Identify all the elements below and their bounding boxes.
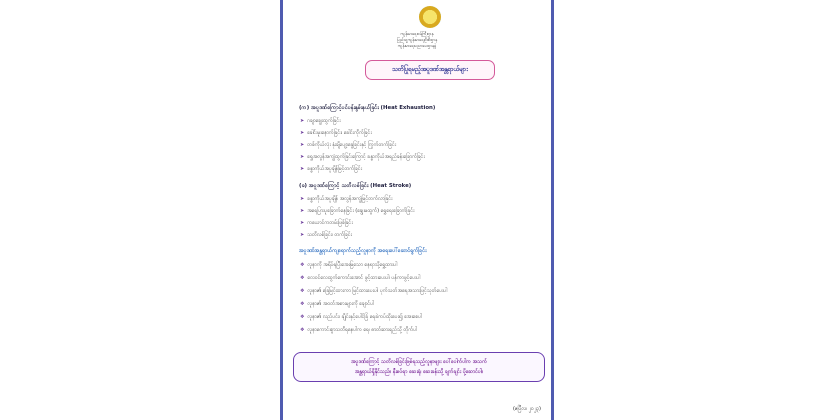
advice-item: ❖ လူနာ၏ အဝတ်အစားများကို ချောင်ပါ bbox=[300, 301, 374, 307]
diamond-bullet-icon: ❖ bbox=[300, 301, 305, 307]
arrow-bullet-icon: ➤ bbox=[300, 154, 305, 160]
urgent-notice-box bbox=[293, 352, 545, 382]
diamond-bullet-icon: ❖ bbox=[300, 314, 305, 320]
advice-item: ❖ လူနာ၏ လည်ပင်း၊ ချိုင်းနှင့်ပေါင်ခြံ ရေခဲကပ်ထိုးပေး၍ အေးစေပါ bbox=[300, 314, 422, 320]
arrow-bullet-icon: ➤ bbox=[300, 208, 305, 214]
arrow-bullet-icon: ➤ bbox=[300, 118, 305, 124]
section-a-item: ➤ ရွှေအလွန်အကျွံထွက်ခြင်းကြောင့် ခန္ဓာကိုယ်အရည်ခန်းခြောက်ခြင်း bbox=[300, 154, 425, 160]
ministry-seal-icon bbox=[419, 6, 441, 28]
diamond-bullet-icon: ❖ bbox=[300, 288, 305, 294]
urgent-notice-line-1: အပူဒဏ်ကြောင့် သတိလစ်ခြင်းဖြစ်ရသည့်လူနာများ ပေါ်ပေါက်ပါက အသက် bbox=[350, 359, 487, 365]
section-b-item: ➤ ကယောင်ကတမ်းဖြစ်ခြင်း bbox=[300, 220, 353, 226]
publication-date: (ဧပြီလ၊ ၂၀၂၃) bbox=[512, 406, 541, 412]
section-a-item: ➤ ခန္ဓာကိုယ်အပူချိန်မြင့်တက်ခြင်း bbox=[300, 166, 362, 172]
diamond-bullet-icon: ❖ bbox=[300, 327, 305, 333]
advice-item: ❖ လူနာကို အရိပ်ရပြီးအေးမြသော နေရာသို့ရွှေ့ထားပါ bbox=[300, 262, 398, 268]
arrow-bullet-icon: ➤ bbox=[300, 220, 305, 226]
arrow-bullet-icon: ➤ bbox=[300, 232, 305, 238]
diamond-bullet-icon: ❖ bbox=[300, 275, 305, 281]
advice-item: ❖ လူနာကောင်းစွာသတိရနေပါက ရေ၊ ဓာတ်ဆားရည်သို့ တိုက်ပါ bbox=[300, 327, 417, 333]
section-a-item: ➤ တစ်ကိုယ်လုံး နုံးချိပျော့ခွေခြင်းနှင့် ကြွက်တက်ခြင်း bbox=[300, 142, 397, 148]
diamond-bullet-icon: ❖ bbox=[300, 262, 305, 268]
section-b-heading: (ခ) အပူဒဏ်ကြောင့် သတိလစ်ခြင်း (Heat Stroke) bbox=[299, 183, 412, 189]
urgent-notice-line-2: အန္တရာယ်ရှိနိုင်သည်။ နီးစပ်ရာ ဆေးရုံ၊ ဆေးခန်းသို့ ချက်ချင်း ပို့ဆောင်ပါ။ bbox=[354, 369, 484, 375]
section-b-item: ➤ အရေပြားပူခြောက်နေခြင်း (ချွေးမထွက်) ရွှေရေးခြောက်ခြင်း bbox=[300, 208, 415, 214]
arrow-bullet-icon: ➤ bbox=[300, 142, 305, 148]
poster-title: သတိပြုရမည့်အပူဒဏ်အန္တရာယ်များ bbox=[365, 60, 495, 80]
arrow-bullet-icon: ➤ bbox=[300, 196, 305, 202]
section-a-item: ➤ ခေါင်းမူးနောက်ခြင်း၊ ခေါင်းကိုက်ခြင်း bbox=[300, 130, 372, 136]
org-line-2: ပြည်သူ့ကျန်းမာရေးဦးစီးဌာန bbox=[396, 37, 438, 42]
arrow-bullet-icon: ➤ bbox=[300, 130, 305, 136]
section-b-item: ➤ သတိလစ်ခြင်း၊ တက်ခြင်း bbox=[300, 232, 352, 238]
section-a-heading: (က) အပူဒဏ်ကြောင့်ပင်ပန်းနွမ်းနယ်ခြင်း (Heat Exhaustion) bbox=[299, 105, 436, 111]
org-line-1: ကျန်းမာရေးဝန်ကြီးဌာန bbox=[400, 31, 434, 36]
advice-item: ❖ လူနာ၏ ခြေမြင့်ထားကာ မြင့်ထားပေးပါ၊ ပုက်သတ်အရေအသားဖြင့်သုတ်ပေးပါ bbox=[300, 288, 448, 294]
section-a-item: ➤ ဂချာချွေးထွက်ခြင်း bbox=[300, 118, 341, 124]
advice-item: ❖ လေဝင်လေထွက်ကောင်းအောင် ဖွင့်ထားပေးပါ၊ ပန်ကာဖွင့်ပေးပါ bbox=[300, 275, 421, 281]
section-b-item: ➤ ခန္ဓာကိုယ်အပူချိန် အလွန်အကျွံမြင့်တက်လာခြင်း bbox=[300, 196, 393, 202]
arrow-bullet-icon: ➤ bbox=[300, 166, 305, 172]
advice-heading: အပူဒဏ်အန္တရာယ်ကျရောက်သည့်လူနာကို အရေးပေါ်ဆောင်ရွက်ခြင်း bbox=[299, 248, 427, 254]
health-poster bbox=[280, 0, 554, 420]
org-line-3: ကျန်းမာရေးပညာပေးဌာနခွဲ bbox=[397, 43, 437, 48]
